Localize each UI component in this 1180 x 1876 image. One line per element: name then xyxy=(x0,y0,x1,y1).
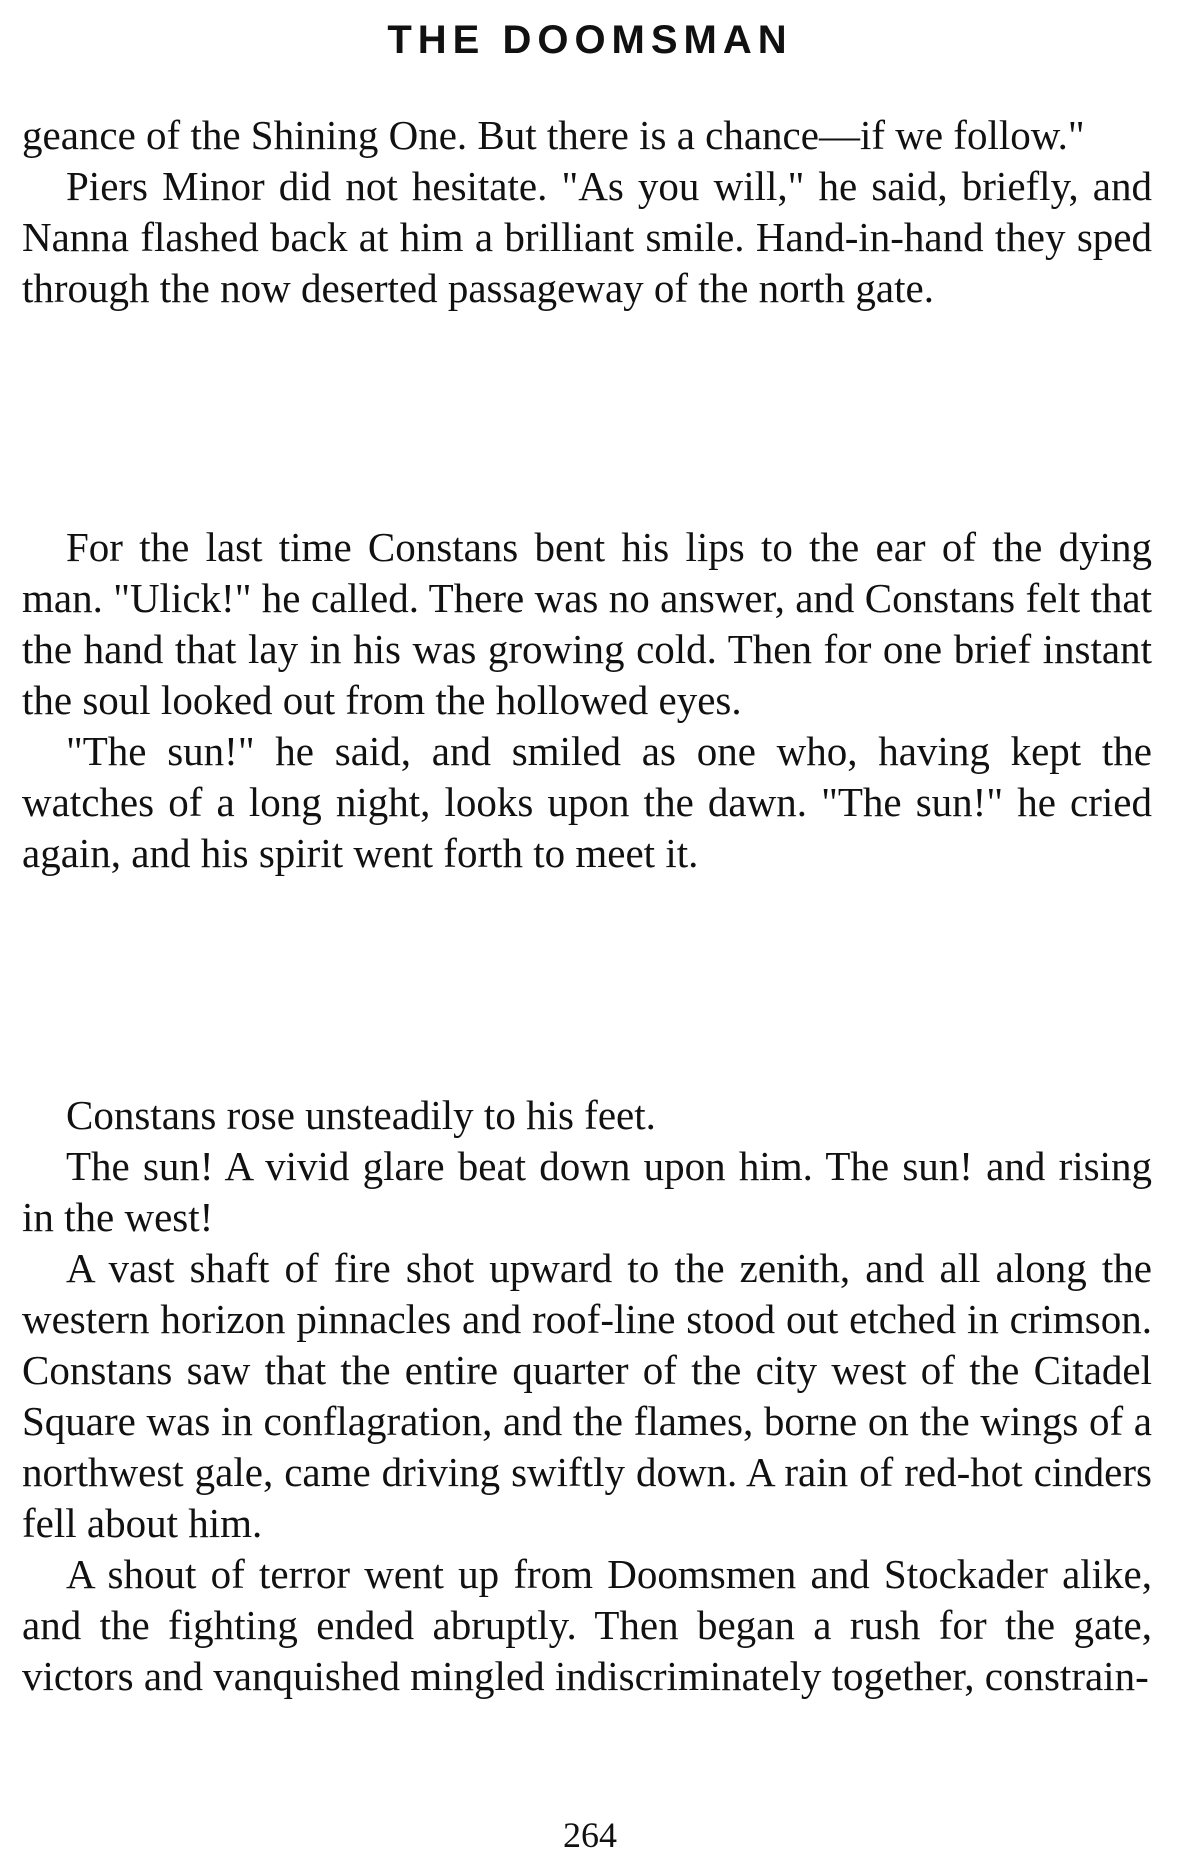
paragraph-continuation: geance of the Shining One. But there is a chance—if we follow." xyxy=(22,112,1085,158)
paragraph: Piers Minor did not hesitate. "As you will," he said, briefly, and Nanna flashed back at him a brilliant smile. Hand-in-hand they sped through the now deserted passageway of the north gate. xyxy=(22,163,1152,311)
text-section-1 xyxy=(22,110,1152,314)
paragraph: For the last time Constans bent his lips to the ear of the dying man. "Ulick!" he called. There was no answer, and Constans felt that the hand that lay in his was growing cold. Then for one brief instant the soul looked out from the hollowed eyes. xyxy=(22,524,1152,723)
running-head-title: THE DOOMSMAN xyxy=(387,18,793,62)
text-section-3 xyxy=(22,1090,1152,1702)
paragraph: Constans rose unsteadily to his feet. xyxy=(66,1092,656,1138)
text-section-2 xyxy=(22,522,1152,879)
page-number: 264 xyxy=(563,1815,617,1855)
paragraph: The sun! A vivid glare beat down upon him. The sun! and rising in the west! xyxy=(22,1143,1152,1240)
paragraph: A vast shaft of fire shot upward to the zenith, and all along the western horizon pinnacles and roof-line stood out etched in crimson. Constans saw that the entire quarter of the city west of the Citadel Square was in conflagration, and the flames, borne on the wings of a northwest gale, came driving swiftly down. A rain of red-hot cinders fell about him. xyxy=(22,1245,1152,1546)
paragraph: "The sun!" he said, and smiled as one who, having kept the watches of a long night, looks upon the dawn. "The sun!" he cried again, and his spirit went forth to meet it. xyxy=(22,728,1152,876)
paragraph: A shout of terror went up from Doomsmen and Stockader alike, and the fighting ended abruptly. Then began a rush for the gate, victors and vanquished mingled indiscriminately together, constrain- xyxy=(22,1551,1152,1699)
